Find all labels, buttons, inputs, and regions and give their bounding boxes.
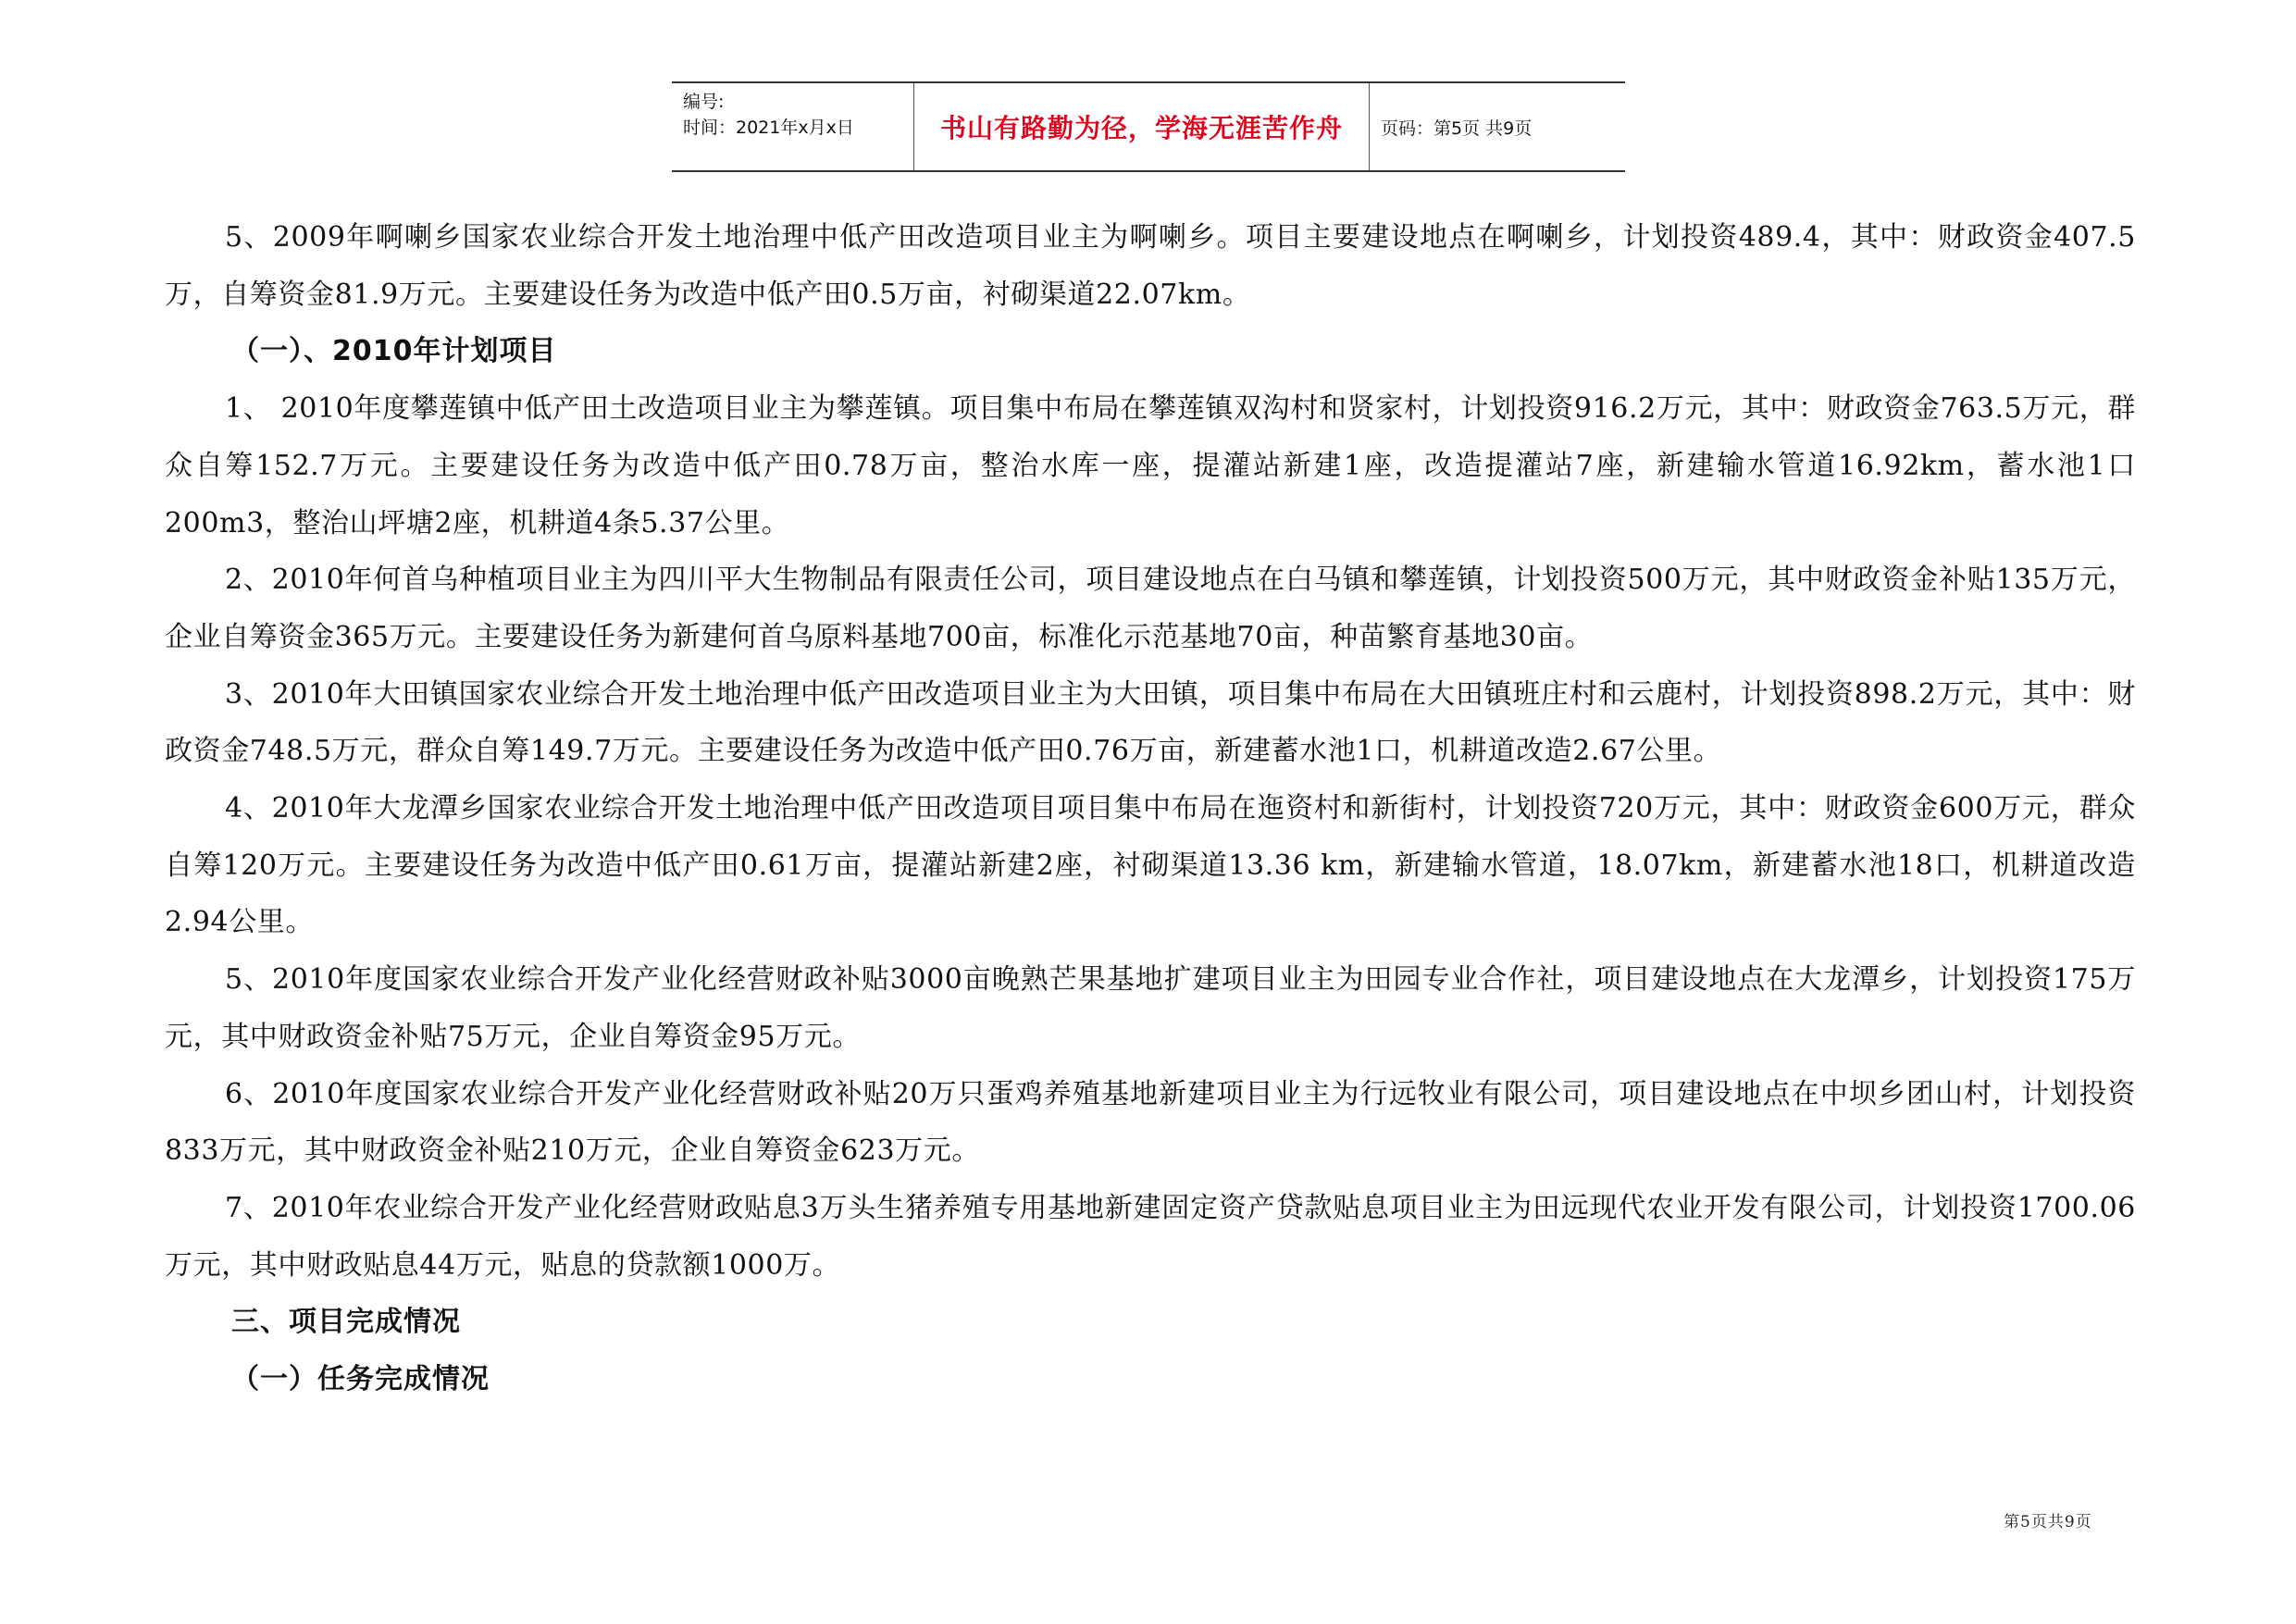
paragraph-2010-item-6: 6、2010年度国家农业综合开发产业化经营财政补贴20万只蛋鸡养殖基地新建项目业主为行远牧业有限公司，项目建设地点在中坝乡团山村，计划投资833万元，其中财政资金补贴210万元，企业自筹资金623万元。 bbox=[165, 1077, 2136, 1168]
document-time-label: 时间：2021年x月x日 bbox=[683, 118, 854, 138]
paragraph-2010-item-2: 2、2010年何首乌种植项目业主为四川平大生物制品有限责任公司，项目建设地点在白马镇和攀莲镇，计划投资500万元，其中财政资金补贴135万元，企业自筹资金365万元。主要建设任务为新建何首乌原料基地700亩，标准化示范基地70亩，种苗繁育基地30亩。 bbox=[165, 564, 2136, 653]
header-motto: 书山有路勤为径，学海无涯苦作舟 bbox=[914, 83, 1370, 170]
paragraph-2009-item-5: 5、2009年啊喇乡国家农业综合开发土地治理中低产田改造项目业主为啊喇乡。项目主要建设地点在啊喇乡，计划投资489.4，其中：财政资金407.5万，自筹资金81.9万元。主要建设任务为改造中低产田0.5万亩，衬砌渠道22.07km。 bbox=[165, 221, 2136, 311]
section-heading-completion: 三、项目完成情况 bbox=[231, 1306, 461, 1339]
paragraph-2010-item-4: 4、2010年大龙潭乡国家农业综合开发土地治理中低产田改造项目项目集中布局在迤资村和新街村，计划投资720万元，其中：财政资金600万元，群众自筹120万元。主要建设任务为改造中低产田0.61万亩，提灌站新建2座，衬砌渠道13.36 km，新建输水管道，18.07km，新建蓄水池18口，机耕道改造2.94公里。 bbox=[165, 792, 2136, 939]
page-header-table bbox=[672, 81, 1625, 172]
paragraph-2010-item-5: 5、2010年度国家农业综合开发产业化经营财政补贴3000亩晚熟芒果基地扩建项目业主为田园专业合作社，项目建设地点在大龙潭乡，计划投资175万元，其中财政资金补贴75万元，企业自筹资金95万元。 bbox=[165, 963, 2136, 1053]
section-heading-2010-plan: （一）、2010年计划项目 bbox=[231, 335, 557, 368]
page-footer-number: 第5页共9页 bbox=[2004, 1513, 2092, 1531]
paragraph-2010-item-3: 3、2010年大田镇国家农业综合开发土地治理中低产田改造项目业主为大田镇，项目集中布局在大田镇班庄村和云鹿村，计划投资898.2万元，其中：财政资金748.5万元，群众自筹149.7万元。主要建设任务为改造中低产田0.76万亩，新建蓄水池1口，机耕道改造2.67公里。 bbox=[165, 677, 2136, 768]
paragraph-2010-item-7: 7、2010年农业综合开发产业化经营财政贴息3万头生猪养殖专用基地新建固定资产贷款贴息项目业主为田远现代农业开发有限公司，计划投资1700.06万元，其中财政贴息44万元，贴息的贷款额1000万。 bbox=[165, 1191, 2136, 1282]
header-meta-cell bbox=[672, 83, 914, 170]
paragraph-2010-item-1: 1、 2010年度攀莲镇中低产田土改造项目业主为攀莲镇。项目集中布局在攀莲镇双沟村和贤家村，计划投资916.2万元，其中：财政资金763.5万元，群众自筹152.7万元。主要建设任务为改造中低产田0.78万亩，整治水库一座，提灌站新建1座，改造提灌站7座，新建输水管道16.92km，蓄水池1口200m3，整治山坪塘2座，机耕道4条5.37公里。 bbox=[165, 392, 2136, 539]
header-page-info: 页码：第5页 共9页 bbox=[1381, 118, 1533, 139]
document-body bbox=[165, 209, 2136, 1408]
subsection-heading-task-completion: （一）任务完成情况 bbox=[231, 1363, 490, 1396]
document-number-label: 编号: bbox=[683, 92, 725, 112]
